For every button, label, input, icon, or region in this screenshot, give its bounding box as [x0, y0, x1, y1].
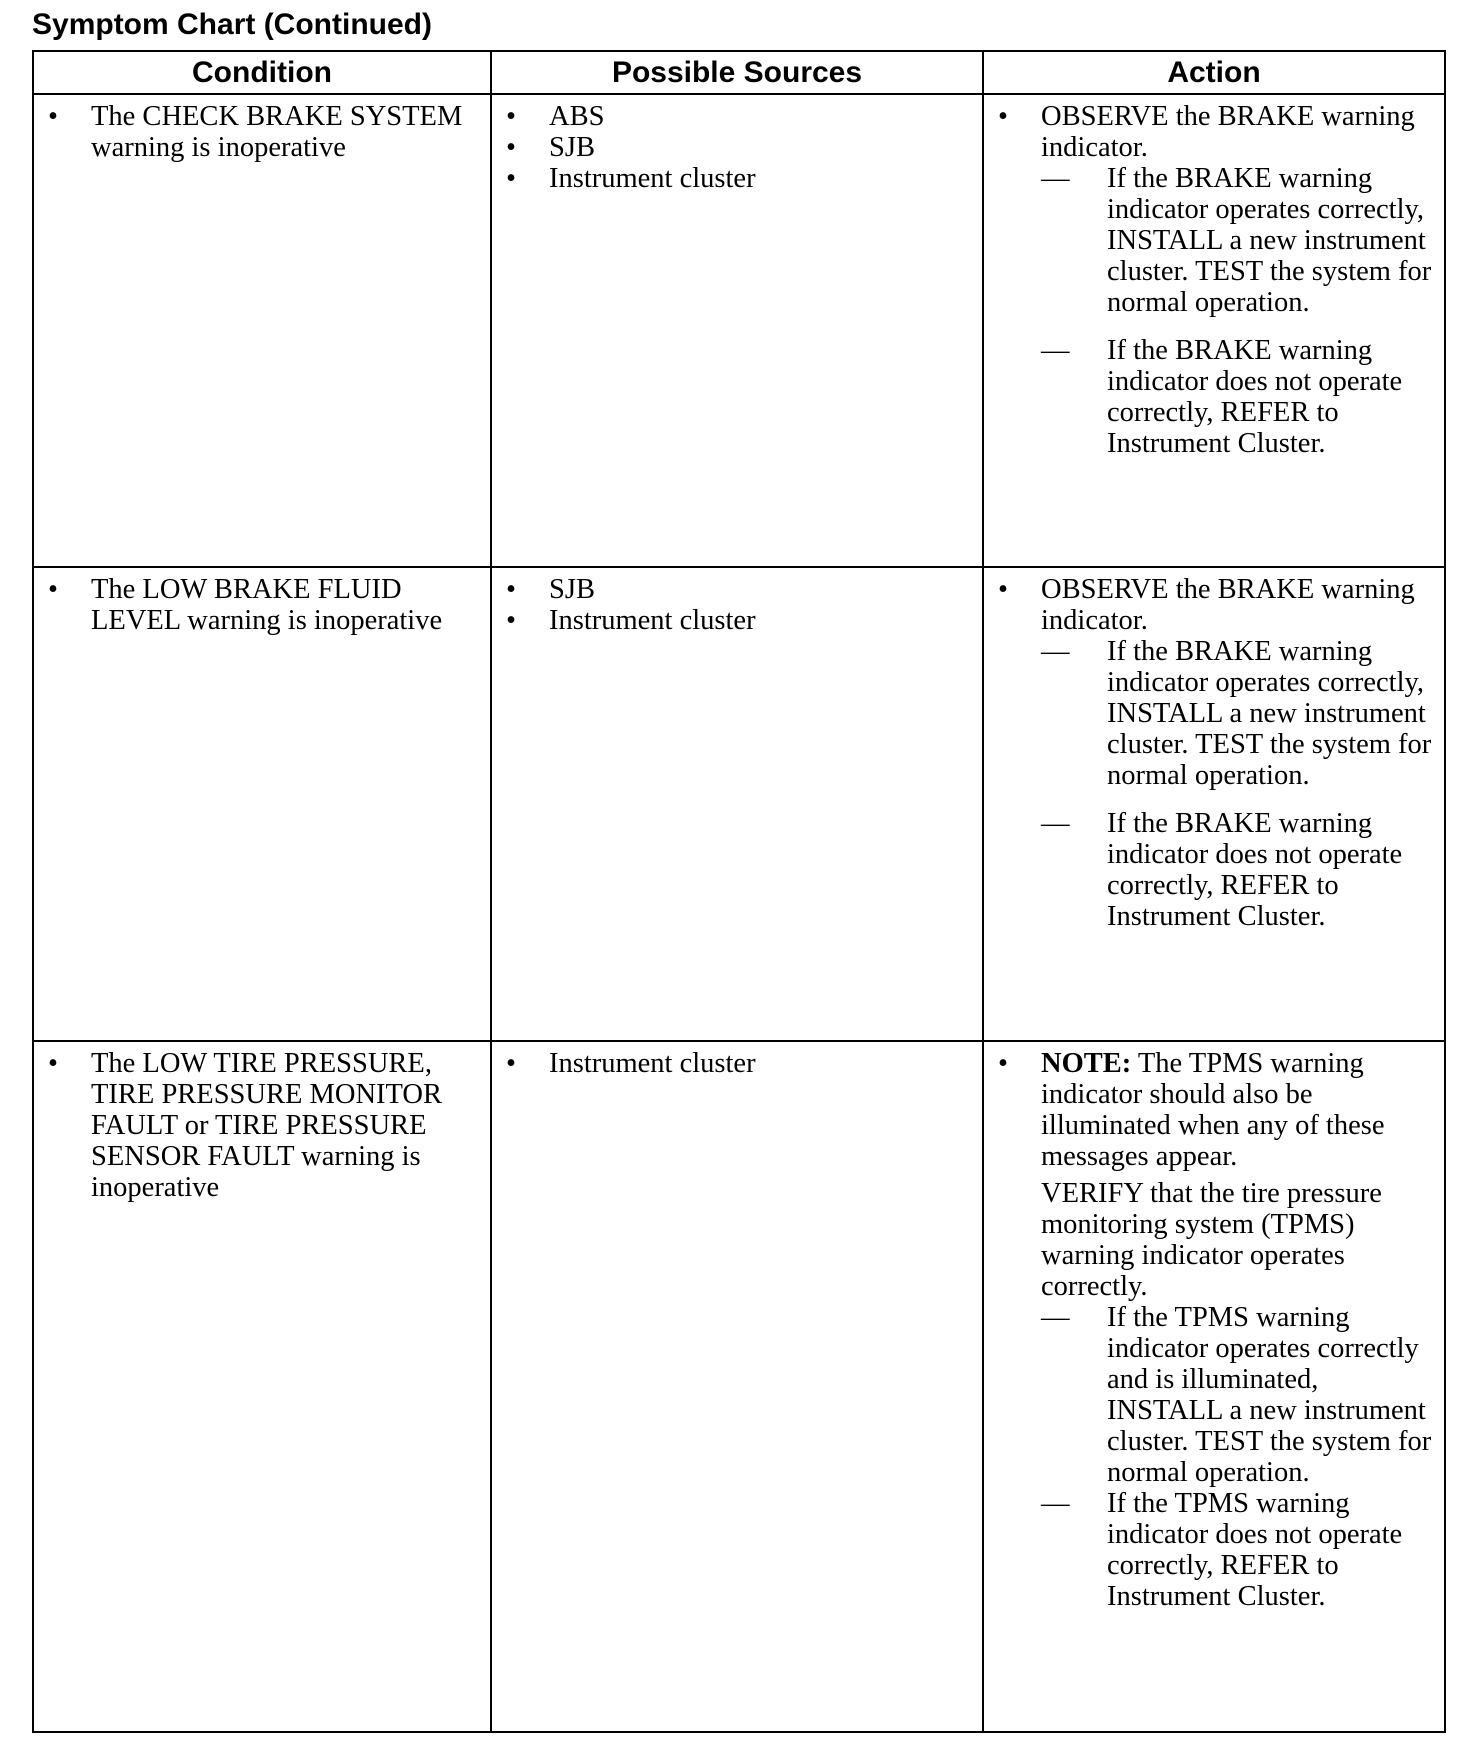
- source-item: • Instrument cluster: [506, 605, 970, 636]
- action-main-text: VERIFY that the tire pressure monitoring system (TPMS) warning indicator operates correctly.: [1041, 1178, 1382, 1302]
- action-main-text: OBSERVE the BRAKE warning indicator.: [1041, 574, 1415, 636]
- header-action: Action: [983, 51, 1445, 94]
- page-title: Symptom Chart (Continued): [32, 8, 432, 41]
- note-text: The TPMS warning indicator should also be illuminated when any of these messages appear.: [1041, 1048, 1385, 1172]
- condition-text: • The CHECK BRAKE SYSTEM warning is inoperative: [48, 101, 478, 163]
- table-row: [33, 94, 1445, 567]
- action-substep: — If the TPMS warning indicator does not operate correctly, REFER to Instrument Cluster.: [1041, 1488, 1432, 1612]
- action-item: [998, 1048, 1432, 1612]
- condition-cell: [33, 94, 491, 567]
- source-item: • SJB: [506, 574, 970, 605]
- header-row: [33, 51, 1445, 94]
- source-item: • Instrument cluster: [506, 163, 970, 194]
- sources-cell: [491, 94, 983, 567]
- action-substep: — If the TPMS warning indicator operates correctly and is illuminated, INSTALL a new instrument cluster. TEST the system for normal operation.: [1041, 1302, 1432, 1488]
- sources-cell: [491, 1041, 983, 1732]
- header-condition: Condition: [33, 51, 491, 94]
- action-cell: [983, 1041, 1445, 1732]
- action-cell: [983, 94, 1445, 567]
- action-substep: — If the BRAKE warning indicator operates correctly, INSTALL a new instrument cluster. TEST the system for normal operation.: [1041, 636, 1432, 791]
- action-item: [998, 574, 1432, 932]
- condition-text: • The LOW TIRE PRESSURE, TIRE PRESSURE MONITOR FAULT or TIRE PRESSURE SENSOR FAULT warning is inoperative: [48, 1048, 478, 1203]
- action-item: [998, 101, 1432, 459]
- note-label: NOTE:: [1041, 1048, 1132, 1079]
- condition-text: • The LOW BRAKE FLUID LEVEL warning is inoperative: [48, 574, 478, 636]
- action-substep: — If the BRAKE warning indicator operates correctly, INSTALL a new instrument cluster. TEST the system for normal operation.: [1041, 163, 1432, 318]
- source-item: • ABS: [506, 101, 970, 132]
- sources-cell: [491, 567, 983, 1041]
- symptom-chart-table: [32, 50, 1446, 1733]
- condition-cell: [33, 1041, 491, 1732]
- header-possible-sources: Possible Sources: [491, 51, 983, 94]
- table-row: [33, 567, 1445, 1041]
- action-substep: — If the BRAKE warning indicator does not operate correctly, REFER to Instrument Cluster.: [1041, 808, 1432, 932]
- source-item: • Instrument cluster: [506, 1048, 970, 1079]
- condition-cell: [33, 567, 491, 1041]
- action-cell: [983, 567, 1445, 1041]
- action-substep: — If the BRAKE warning indicator does not operate correctly, REFER to Instrument Cluster.: [1041, 335, 1432, 459]
- source-item: • SJB: [506, 132, 970, 163]
- action-main-text: OBSERVE the BRAKE warning indicator.: [1041, 101, 1415, 163]
- table-row: [33, 1041, 1445, 1732]
